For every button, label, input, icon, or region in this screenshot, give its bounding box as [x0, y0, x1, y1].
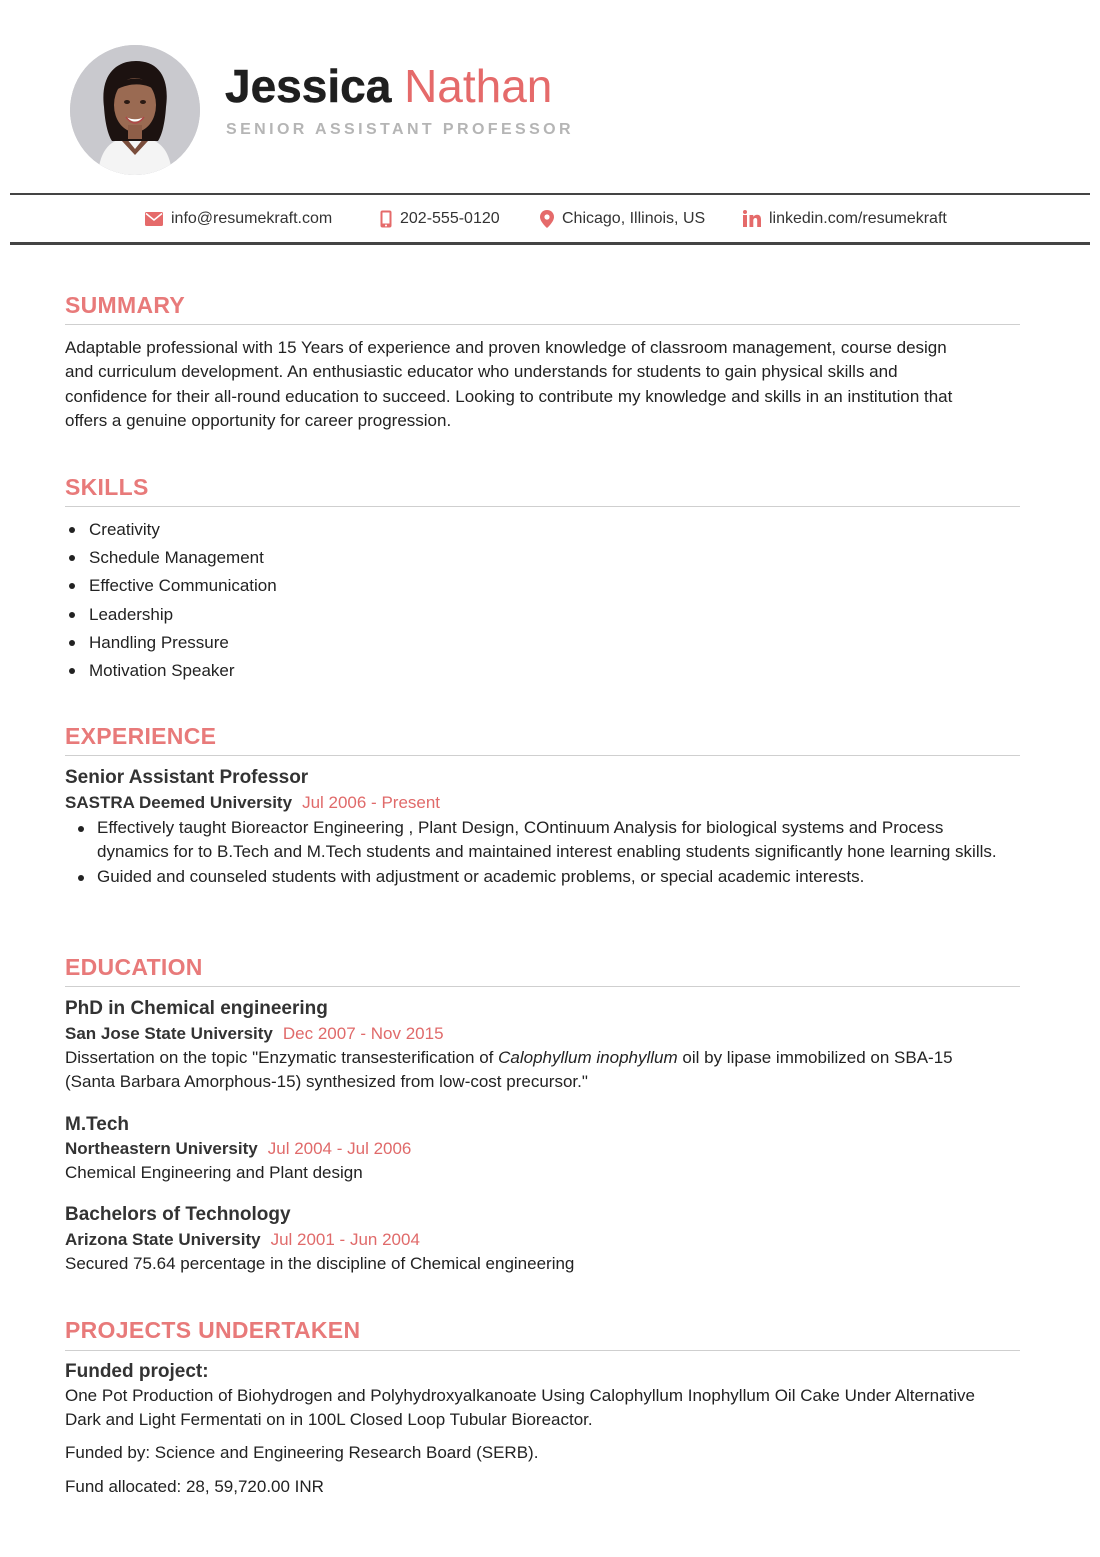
- candidate-name: [225, 58, 552, 114]
- resume-header: [0, 0, 1100, 192]
- contact-phone[interactable]: [380, 195, 500, 242]
- degree-dates: Dec 2007 - Nov 2015: [282, 1024, 444, 1043]
- summary-heading: SUMMARY: [65, 292, 186, 318]
- skill-item: Leadership: [65, 603, 277, 631]
- degree-title: PhD in Chemical engineering: [65, 998, 328, 1019]
- job-bullets: [65, 816, 1015, 889]
- job-org: [65, 791, 440, 815]
- degree-description: [65, 1046, 1015, 1095]
- location-text: Chicago, Illinois, US: [562, 209, 706, 227]
- degree-dates: Jul 2001 - Jun 2004: [270, 1230, 420, 1249]
- projects-divider: [65, 1350, 1020, 1351]
- experience-heading: EXPERIENCE: [65, 723, 217, 749]
- job-dates: Jul 2006 - Present: [302, 793, 441, 812]
- project-desc-line: One Pot Production of Biohydrogen and Polyhydroxyalkanoate Using Calophyllum Inophyllum Oil Cake Under Alternative: [65, 1386, 976, 1405]
- degree-org: [65, 1022, 444, 1046]
- contact-email[interactable]: [145, 195, 332, 242]
- degree-desc-line: (Santa Barbara Amorphous-15) synthesized from low-cost precursor.": [65, 1072, 588, 1092]
- project-label: Funded project:: [65, 1361, 209, 1382]
- degree-institution: Arizona State University: [65, 1230, 261, 1249]
- summary-divider: [65, 324, 1020, 325]
- profile-photo-illustration: [70, 45, 200, 175]
- location-pin-icon: [540, 210, 554, 228]
- skill-item: Effective Communication: [65, 574, 277, 602]
- summary-line: offers a genuine opportunity for career progression.: [65, 411, 452, 431]
- education-divider: [65, 986, 1020, 987]
- last-name: Nathan: [404, 60, 553, 112]
- profile-photo: [70, 45, 200, 175]
- skills-heading: SKILLS: [65, 474, 149, 500]
- degree-description: Secured 75.64 percentage in the discipline of Chemical engineering: [65, 1254, 575, 1273]
- skill-item: Handling Pressure: [65, 631, 277, 659]
- skills-divider: [65, 506, 1020, 507]
- project-fund-allocated: Fund allocated: 28, 59,720.00 INR: [65, 1477, 324, 1496]
- contact-location: [540, 195, 705, 242]
- email-icon: [145, 212, 163, 226]
- degree-org: [65, 1137, 411, 1161]
- phone-icon: [380, 210, 392, 228]
- skill-item: Creativity: [65, 518, 277, 546]
- summary-text: [65, 336, 1015, 434]
- skill-item: Schedule Management: [65, 546, 277, 574]
- degree-institution: San Jose State University: [65, 1024, 273, 1043]
- summary-line: and curriculum development. An enthusiastic educator who understands for students to gain physical skills and: [65, 362, 898, 382]
- summary-line: Adaptable professional with 15 Years of experience and proven knowledge of classroom management, course design: [65, 338, 947, 357]
- summary-line: confidence for their all-round education to succeed. Looking to contribute my knowledge and skills in an institution that: [65, 386, 953, 406]
- projects-heading: PROJECTS UNDERTAKEN: [65, 1317, 361, 1343]
- degree-desc-line: Dissertation on the topic "Enzymatic transesterification of Calophyllum inophyllum oil by lipase immobilized on SBA-15: [65, 1048, 953, 1067]
- job-institution: SASTRA Deemed University: [65, 793, 293, 812]
- contact-bar: [10, 193, 1090, 245]
- degree-title: Bachelors of Technology: [65, 1204, 291, 1225]
- first-name: Jessica: [225, 60, 392, 112]
- email-text: info@resumekraft.com: [171, 209, 333, 227]
- linkedin-text: linkedin.com/resumekraft: [769, 209, 947, 227]
- project-desc-line: Dark and Light Fermentati on in 100L Closed Loop Tubular Bioreactor.: [65, 1410, 593, 1430]
- job-bullet: Guided and counseled students with adjustment or academic problems, or special academic interests.: [65, 865, 1015, 889]
- job-role: Senior Assistant Professor: [65, 767, 309, 788]
- job-title: SENIOR ASSISTANT PROFESSOR: [226, 121, 574, 138]
- degree-description: Chemical Engineering and Plant design: [65, 1163, 363, 1182]
- experience-divider: [65, 755, 1020, 756]
- phone-text: 202-555-0120: [400, 209, 500, 227]
- project-funded-by: Funded by: Science and Engineering Research Board (SERB).: [65, 1443, 539, 1462]
- contact-linkedin[interactable]: [743, 195, 947, 242]
- degree-org: [65, 1228, 420, 1252]
- education-heading: EDUCATION: [65, 954, 203, 980]
- skill-item: Motivation Speaker: [65, 659, 277, 687]
- degree-institution: Northeastern University: [65, 1139, 258, 1158]
- linkedin-icon: [743, 210, 761, 227]
- job-bullet: Effectively taught Bioreactor Engineering , Plant Design, COntinuum Analysis for biological systems and Process dynamics for to B.Tech and M.Tech students and maintained interest enabling students significantly hone learning skills.: [65, 816, 1015, 865]
- degree-title: M.Tech: [65, 1114, 130, 1135]
- skills-list: [65, 518, 277, 687]
- degree-dates: Jul 2004 - Jul 2006: [267, 1139, 412, 1158]
- project-description: [65, 1384, 1025, 1433]
